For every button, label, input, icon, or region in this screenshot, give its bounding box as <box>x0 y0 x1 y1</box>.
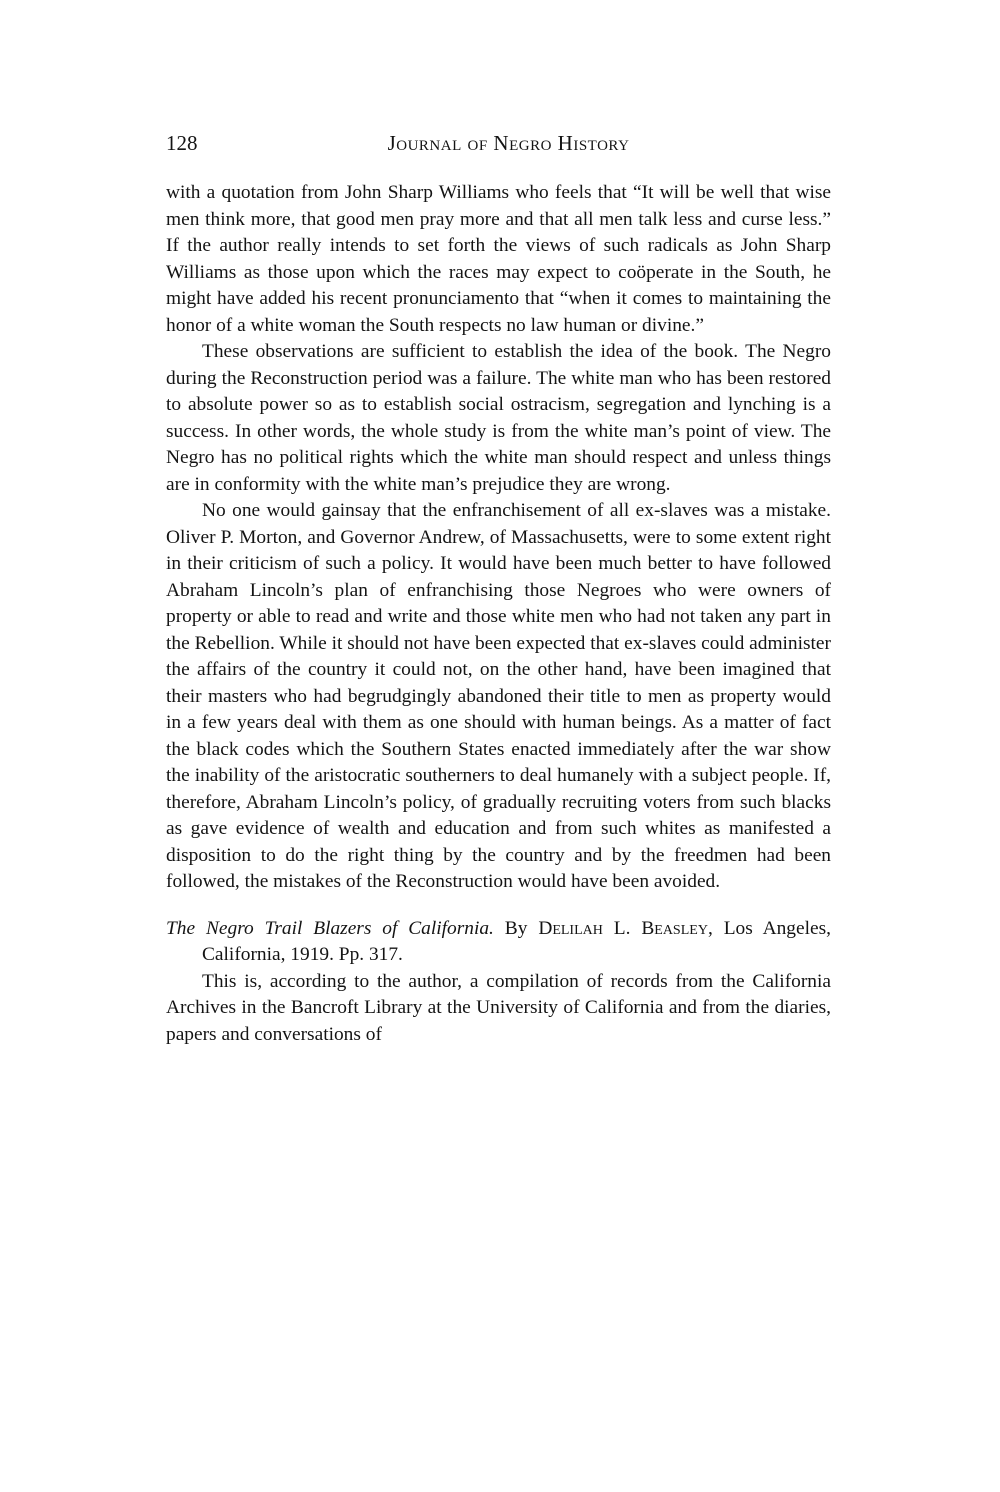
paragraph-observations: These observations are sufficient to establish the idea of the book. The Negro during the Reconstruction period was a failure. The white man who has been restored to absolute power so as to establish social ostracism, segregation and lynching is a success. In other words, the whole study is from the white man’s point of view. The Negro has no political rights which the white man should respect and unless things are in conformity with the white man’s prejudice they are wrong. <box>166 341 831 495</box>
publication-info: Los Angeles, California, 1919. Pp. 317. <box>202 917 831 965</box>
article-body <box>166 180 831 1048</box>
book-author: Delilah L. Beasley <box>538 917 708 939</box>
paragraph-continuation: with a quotation from John Sharp Williams who feels that “It will be well that wise men think more, that good men pray more and that all men talk less and curse less.” If the author really intends to set forth the views of such radicals as John Sharp Williams as those upon which the races may expect to coöperate in the South, he might have added his recent pronunciamento that “when it comes to maintaining the honor of a white woman the South respects no law human or divine.” <box>166 182 831 336</box>
page-number: 128 <box>166 131 198 155</box>
page-header <box>166 131 831 161</box>
paragraph-enfranchisement: No one would gainsay that the enfranchisement of all ex-slaves was a mistake. Oliver P. Morton, and Governor Andrew, of Massachusetts, were to some extent right in their criticism of such a policy. It would have been much better to have followed Abraham Lincoln’s plan of enfranchising those Negroes who were owners of property or able to read and write and those white men who had not taken any part in the Rebellion. While it should not have been expected that ex-slaves could administer the affairs of the country it could not, on the other hand, have been imagined that their masters who had begrudgingly abandoned their title to men as property would in a few years deal with them as one should with human beings. As a matter of fact the black codes which the Southern States enacted immediately after the war show the inability of the aristocratic southerners to deal humanely with a subject people. If, therefore, Abraham Lincoln’s policy, of gradually recruiting voters from such blacks as gave evidence of wealth and education and from such whites as manifested a disposition to do the right thing by the country and by the freedmen had been followed, the mistakes of the Reconstruction would have been avoided. <box>166 500 831 892</box>
book-title: The Negro Trail Blazers of California. <box>166 917 494 939</box>
review-paragraph: This is, according to the author, a compilation of records from the California Archives in the Bancroft Library at the University of California and from the diaries, papers and conversations of <box>166 970 831 1045</box>
by-label: By <box>504 917 528 939</box>
book-review-heading: The Negro Trail Blazers of California. By Delilah L. Beasley, Los Angeles, California, 1919. Pp. 317. <box>166 917 831 965</box>
running-head: Journal of Negro History <box>387 131 630 155</box>
